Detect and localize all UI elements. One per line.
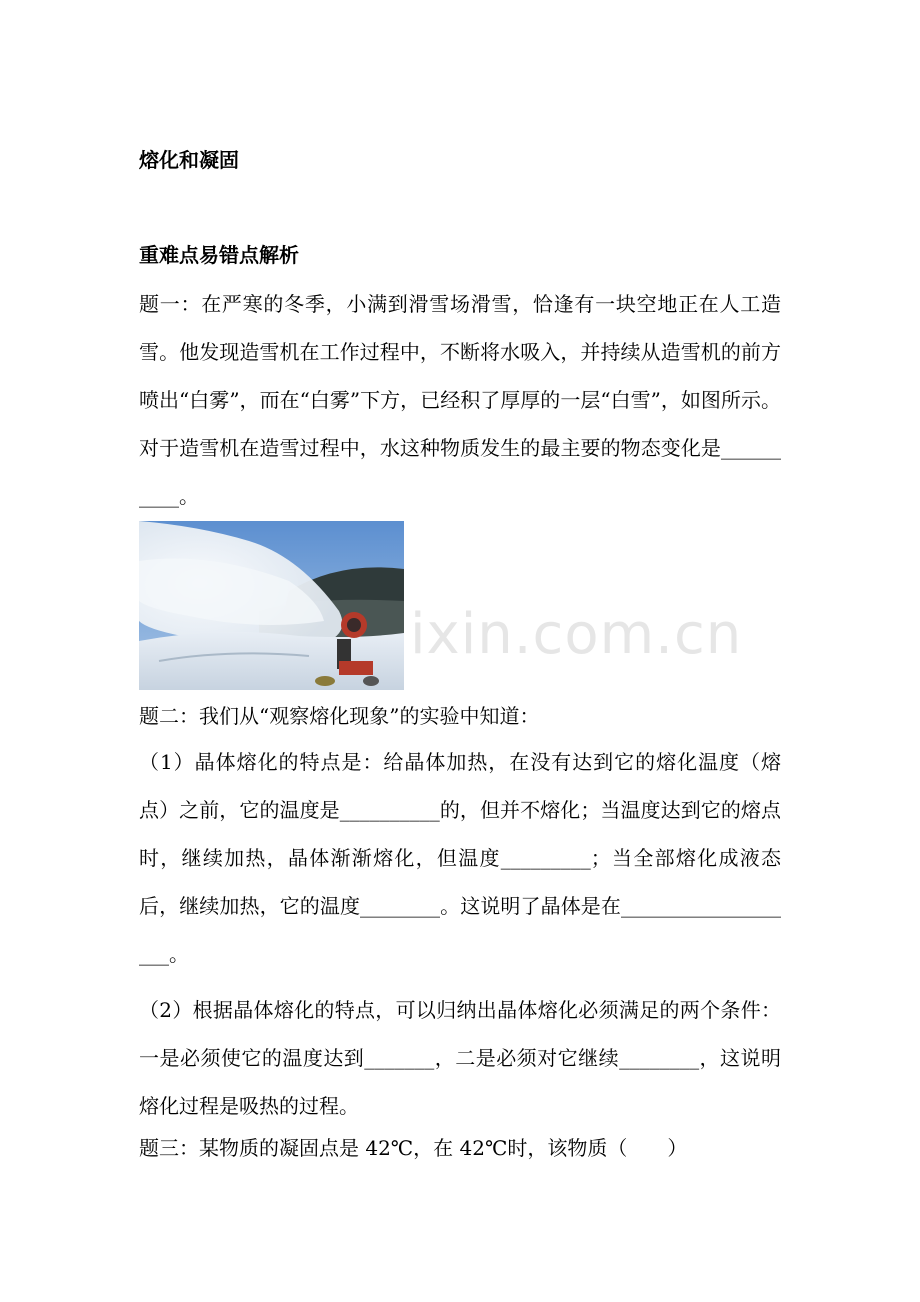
question-2-part-1: （1）晶体熔化的特点是：给晶体加热，在没有达到它的熔化温度（熔点）之前，它的温度是__________的，但并不熔化；当温度达到它的熔点时，继续加热，晶体渐渐熔化，但温度_________；当全部熔化成液态后，继续加热，它的温度________。这说明了晶体是在___________________。	[139, 750, 781, 966]
snow-machine-photo	[139, 521, 404, 690]
watermark: ixin.com.cn	[410, 602, 743, 667]
document-title: 熔化和凝固	[139, 148, 239, 172]
question-2-intro: 题二：我们从“观察熔化现象”的实验中知道：	[139, 704, 540, 728]
question-3-text: 题三：某物质的凝固点是 42℃，在 42℃时，该物质（ ）	[139, 1136, 688, 1160]
section-heading: 重难点易错点解析	[139, 243, 299, 267]
question-2-part-2: （2）根据晶体熔化的特点，可以归纳出晶体熔化必须满足的两个条件：一是必须使它的温度达到_______，二是必须对它继续________，这说明熔化过程是吸热的过程。	[139, 998, 781, 1118]
question-1-text: 题一：在严寒的冬季，小满到滑雪场滑雪，恰逢有一块空地正在人工造雪。他发现造雪机在工作过程中，不断将水吸入，并持续从造雪机的前方喷出“白雾”，而在“白雾”下方，已经积了厚厚的一层“白雪”，如图所示。对于造雪机在造雪过程中，水这种物质发生的最主要的物态变化是__________。	[139, 292, 781, 508]
